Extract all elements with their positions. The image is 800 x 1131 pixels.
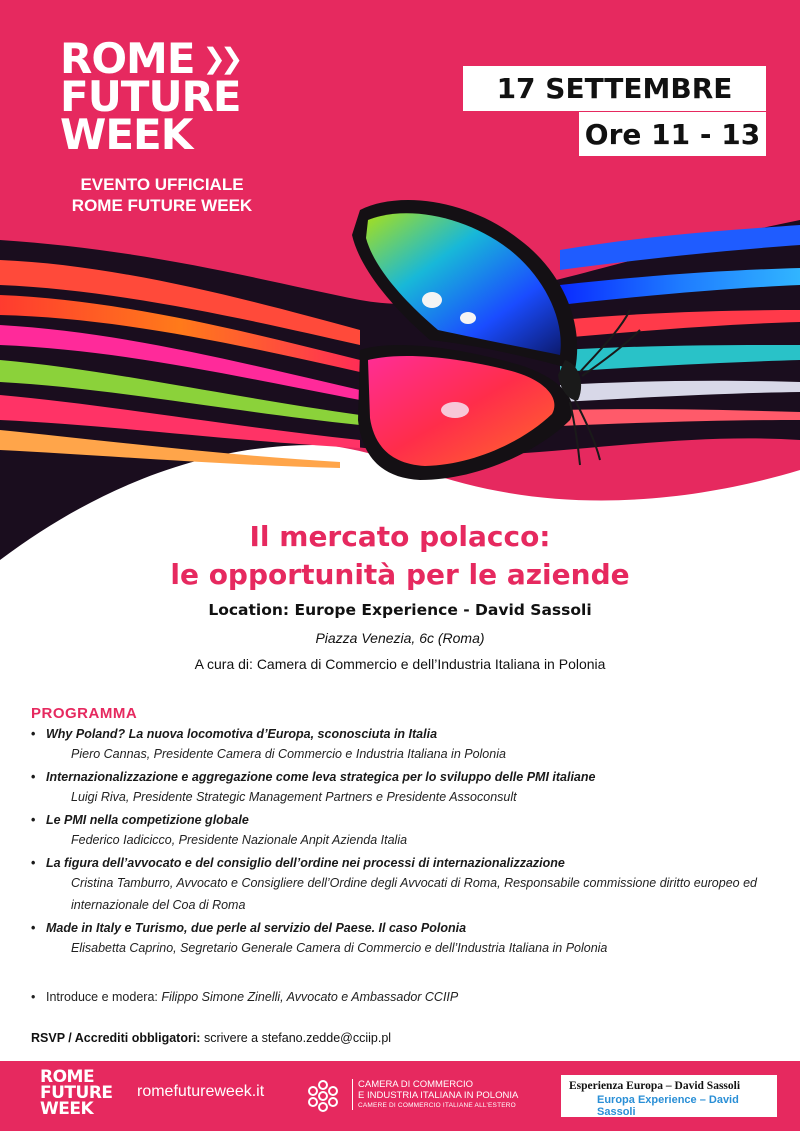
program-item: [31, 768, 771, 808]
rsvp-label: RSVP / Accrediti obbligatori:: [31, 1031, 201, 1045]
program-item-title: • Made in Italy e Turismo, due perle al servizio del Paese. Il caso Polonia: [31, 919, 771, 937]
chamber-logo: [304, 1077, 544, 1117]
program-heading: PROGRAMMA: [31, 705, 138, 722]
logo-line-future: FUTURE: [60, 72, 241, 121]
program-item: [31, 811, 771, 851]
chamber-emblem-icon: [304, 1079, 342, 1113]
website-link[interactable]: romefutureweek.it: [137, 1083, 265, 1100]
event-title: Il mercato polacco: le opportunità per le aziende: [170, 520, 630, 591]
program-item-title: • Le PMI nella competizione globale: [31, 811, 771, 829]
ee-line-it: Esperienza Europa – David Sassoli: [569, 1080, 741, 1092]
program-item-speaker: Piero Cannas, Presidente Camera di Commercio e Industria Italiana in Polonia: [71, 747, 506, 761]
ee-line-en: Europa Experience – David Sassoli: [597, 1094, 739, 1118]
logo-line-week: WEEK: [60, 110, 193, 159]
hero-banner: [0, 0, 800, 560]
program-item: [31, 919, 771, 959]
footer-bar: [0, 1061, 800, 1131]
program-item: [31, 854, 771, 916]
moderator-line: [31, 990, 458, 1004]
program-item-speaker: Cristina Tamburro, Avvocato e Consigliere dell’Ordine degli Avvocati di Roma, Responsabile commissione diritto europeo ed internazionale del Coa di Roma: [71, 876, 757, 912]
logo-line-rome: ROME ❯❯: [60, 34, 238, 83]
event-time: Ore 11 - 13: [579, 112, 766, 156]
footer-rfw-logo: ROME FUTURE WEEK: [40, 1067, 113, 1119]
program-item-title: • La figura dell’avvocato e del consiglio dell’ordine nei processi di internazionalizzazione: [31, 854, 771, 872]
forward-arrows-icon: ❯❯: [202, 42, 238, 75]
chamber-name: CAMERA DI COMMERCIO E INDUSTRIA ITALIANA IN POLONIA CAMERE DI COMMERCIO ITALIANE ALL’ESTERO: [352, 1079, 518, 1110]
event-address: Piazza Venezia, 6c (Roma): [315, 630, 485, 646]
program-item-title: • Internazionalizzazione e aggregazione come leva strategica per lo sviluppo delle PMI italiane: [31, 768, 771, 786]
event-location: Location: Europe Experience - David Sassoli: [208, 601, 592, 619]
program-item: [31, 725, 771, 765]
europe-experience-logo: [561, 1075, 777, 1117]
official-event-caption: EVENTO UFFICIALE ROME FUTURE WEEK: [71, 175, 253, 215]
rsvp-line: [31, 1031, 391, 1045]
event-curator: A cura di: Camera di Commercio e dell’Industria Italiana in Polonia: [194, 656, 606, 672]
moderator-name: Filippo Simone Zinelli, Avvocato e Ambassador CCIIP: [161, 990, 459, 1004]
moderator-label: Introduce e modera:: [46, 990, 162, 1004]
rsvp-contact: scrivere a stefano.zedde@cciip.pl: [200, 1031, 392, 1045]
program-item-speaker: Elisabetta Caprino, Segretario Generale Camera di Commercio e dell’Industria Italiana in Polonia: [71, 941, 608, 955]
rfw-logo: [60, 34, 280, 216]
program-list: [31, 725, 771, 962]
program-item-title: • Why Poland? La nuova locomotiva d’Europa, sconosciuta in Italia: [31, 725, 771, 743]
program-item-speaker: Federico Iadicicco, Presidente Nazionale Anpit Azienda Italia: [71, 833, 408, 847]
event-date: 17 SETTEMBRE: [463, 66, 766, 111]
program-item-speaker: Luigi Riva, Presidente Strategic Management Partners e Presidente Assoconsult: [71, 790, 517, 804]
